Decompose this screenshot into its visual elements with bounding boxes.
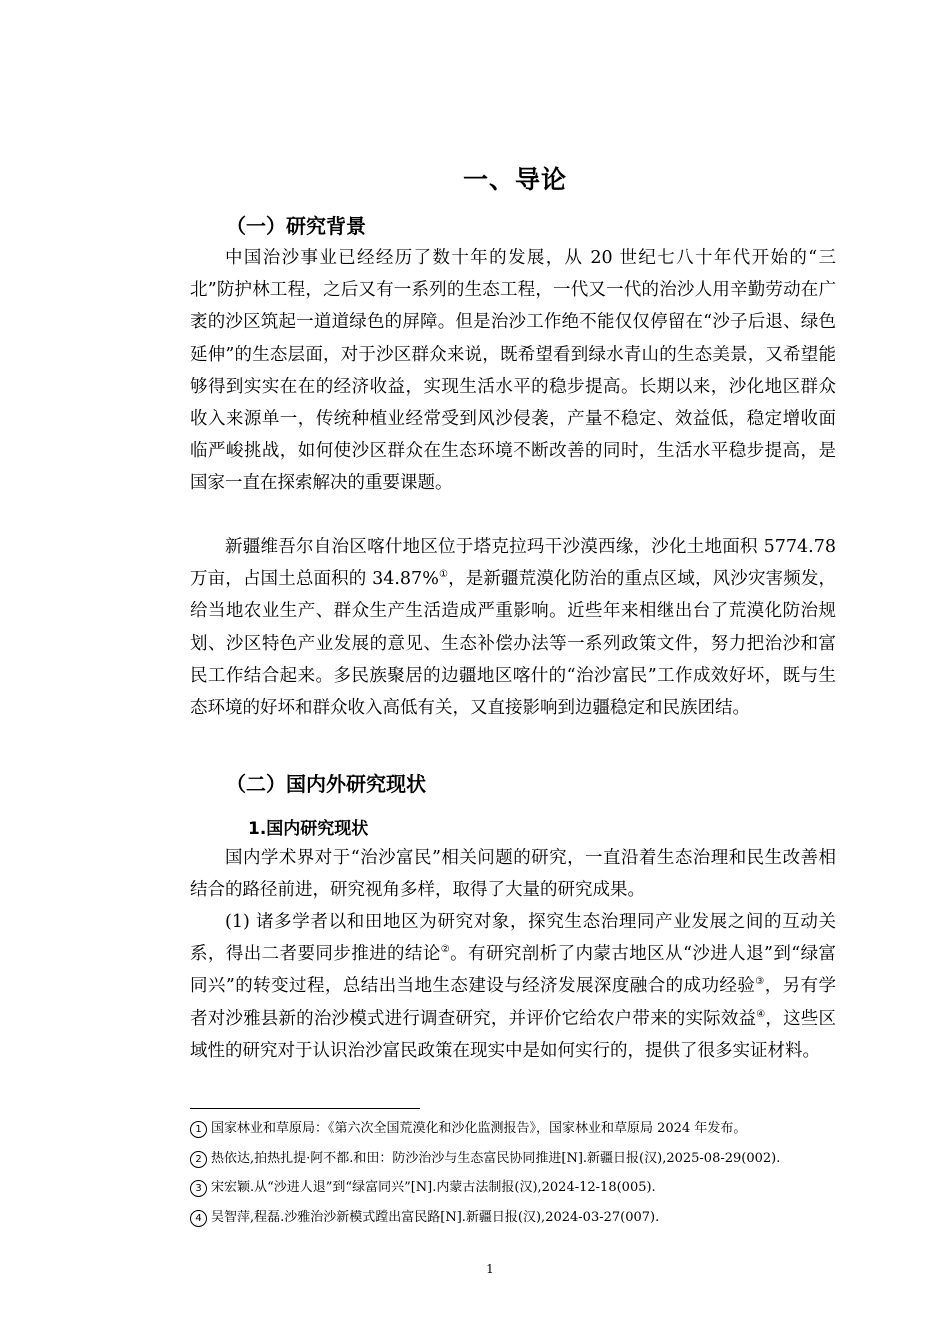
subsection-heading-domestic: 1.国内研究现状 (248, 819, 369, 839)
footnote-number: 1 (190, 1121, 207, 1138)
footnote-item (190, 1121, 850, 1151)
section-heading-research-status: （二）国内外研究现状 (226, 772, 426, 796)
paragraph-background-1: 中国治沙事业已经经历了数十年的发展，从 20 世纪七八十年代开始的“三北”防护林工程，之后又有一系列的生态工程，一代又一代的治沙人用辛勤劳动在广袤的沙区筑起一道道绿色的屏障。但是治沙工作绝不能仅仅停留在“沙子后退、绿色延伸”的生态层面，对于沙区群众来说，既希望看到绿水青山的生态美景，又希望能够得到实实在在的经济收益，实现生活水平的稳步提高。长期以来，沙化地区群众收入来源单一，传统种植业经常受到风沙侵袭，产量不稳定、效益低，稳定增收面临严峻挑战，如何使沙区群众在生态环境不断改善的同时，生活水平稳步提高，是国家一直在探索解决的重要课题。 (190, 248, 836, 494)
footnote-number: 3 (190, 1180, 207, 1197)
footnote-item (190, 1180, 850, 1210)
footnote-item (190, 1210, 850, 1240)
footnote-ref-3[interactable]: ③ (755, 976, 765, 988)
footnote-item (190, 1151, 850, 1181)
footnote-ref-1[interactable]: ① (438, 569, 449, 581)
paragraph-domestic-1: 国内学术界对于“治沙富民”相关问题的研究，一直沿着生态治理和民生改善相结合的路径前进，研究视角多样，取得了大量的研究成果。 (190, 848, 836, 901)
footnote-text: 国家林业和草原局：《第六次全国荒漠化和沙化监测报告》，国家林业和草原局 2024 年发布。 (211, 1121, 747, 1136)
footnotes (190, 1121, 850, 1239)
footnote-text: 宋宏颖.从“沙进人退”到“绿富同兴”[N].内蒙古法制报(汉),2024-12-18(005). (211, 1180, 656, 1195)
footnote-text: 吴智萍,程磊.沙雅治沙新模式蹚出富民路[N].新疆日报(汉),2024-03-27(007). (211, 1209, 660, 1225)
section-heading-background: （一）研究背景 (226, 214, 366, 238)
footnote-separator (190, 1108, 420, 1109)
footnote-ref-4[interactable]: ④ (756, 1008, 766, 1020)
page-number: 1 (486, 1262, 494, 1276)
footnote-number: 4 (190, 1210, 207, 1227)
paragraph-background-2: 新疆维吾尔自治区喀什地区位于塔克拉玛干沙漠西缘，沙化土地面积 5774.78 万亩，占国土总面积的 34.87%①，是新疆荒漠化防治的重点区域，风沙灾害频发，给当地农业生产、群众生产生活造成严重影响。近些年来相继出台了荒漠化防治规划、沙区特色产业发展的意见、生态补偿办法等一系列政策文件，努力把治沙和富民工作结合起来。多民族聚居的边疆地区喀什的“治沙富民”工作成效好坏，既与生态环境的好坏和群众收入高低有关，又直接影响到边疆稳定和民族团结。 (190, 537, 837, 719)
footnote-ref-2[interactable]: ② (440, 944, 451, 956)
chapter-title: 一、导论 (462, 165, 567, 194)
footnote-number: 2 (190, 1151, 207, 1168)
footnote-text: 热依达,拍热扎提·阿不都.和田：防沙治沙与生态富民协同推进[N].新疆日报(汉),2025-08-29(002). (211, 1150, 781, 1166)
paragraph-domestic-2: (1) 诸多学者以和田地区为研究对象，探究生态治理同产业发展之间的互动关系，得出二者要同步推进的结论②。有研究剖析了内蒙古地区从“沙进人退”到“绿富同兴”的转变过程，总结出当地生态建设与经济发展深度融合的成功经验③，另有学者对沙雅县新的治沙模式进行调查研究，并评价它给农户带来的实际效益④，这些区域性的研究对于认识治沙富民政策在现实中是如何实行的，提供了很多实证材料。 (190, 912, 837, 1061)
